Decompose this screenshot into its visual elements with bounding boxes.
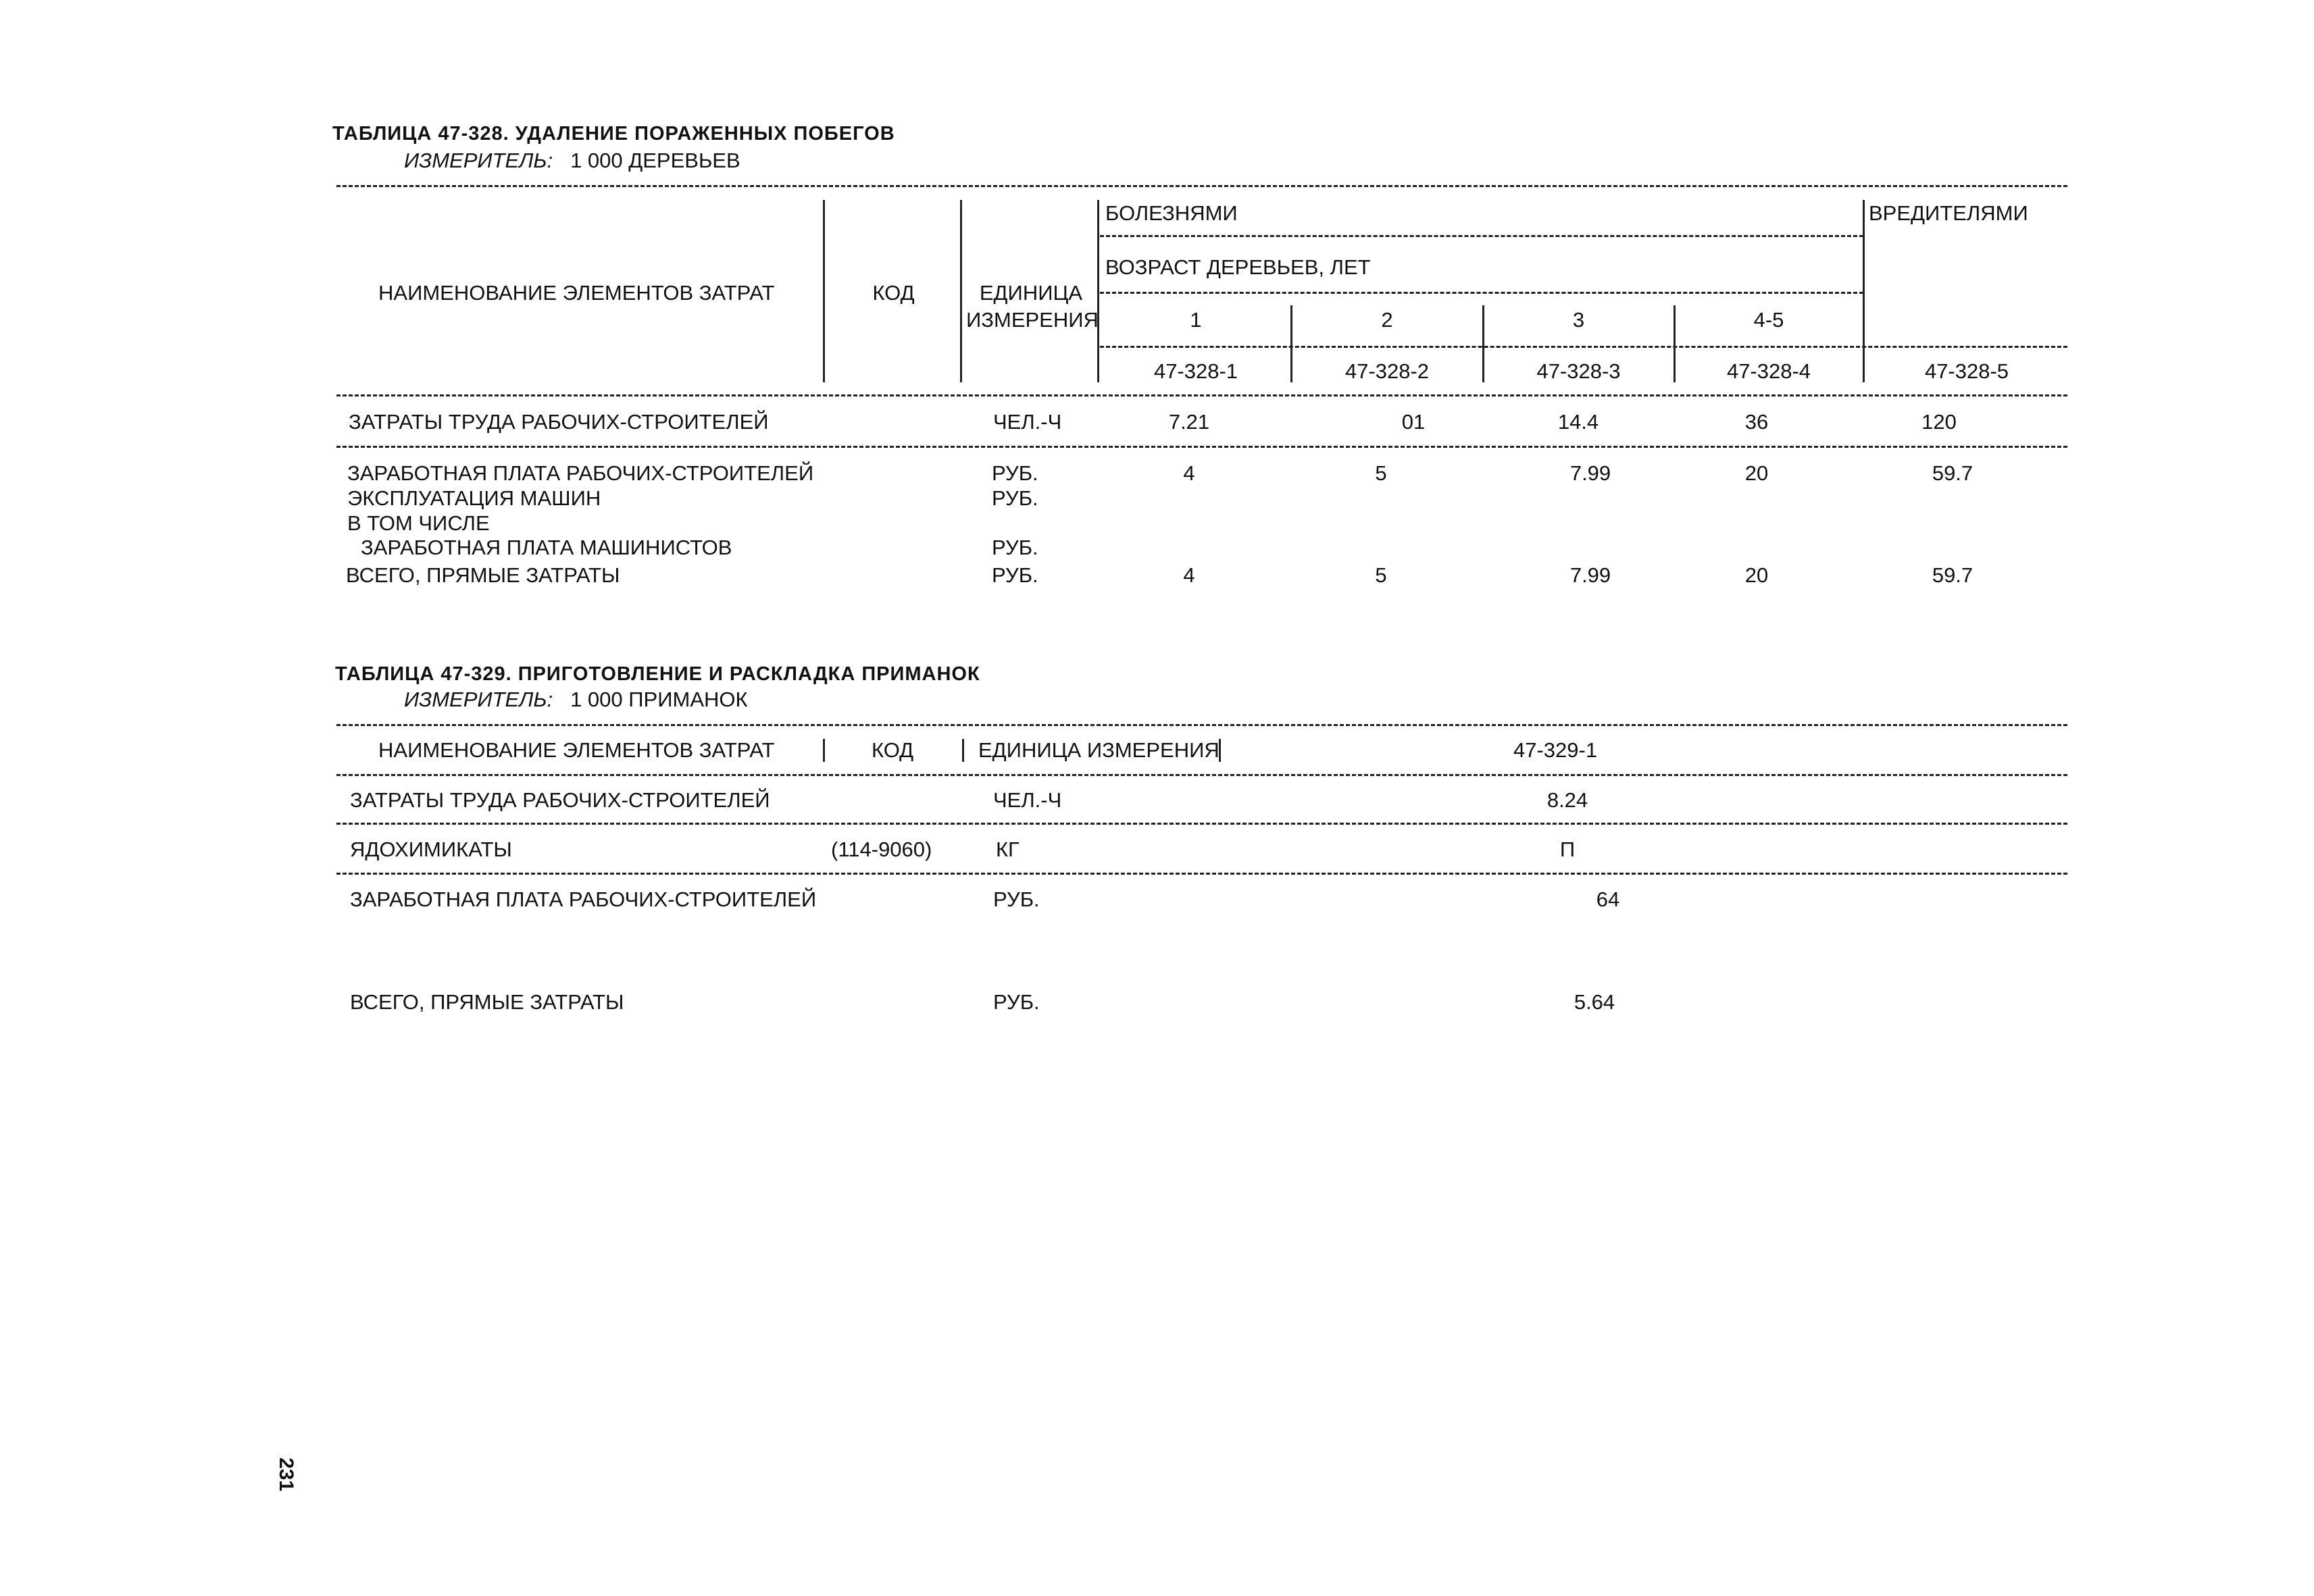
header-name: НАИМЕНОВАНИЕ ЭЛЕМЕНТОВ ЗАТРАТ [378,281,775,305]
row-name: ЗАРАБОТНАЯ ПЛАТА РАБОЧИХ-СТРОИТЕЛЕЙ [350,887,817,911]
row-value: 01 [1401,410,1426,434]
row-value: 7.99 [1569,461,1611,485]
header-age-4: 4-5 [1753,308,1784,332]
header-age-2: 2 [1381,308,1393,332]
table-top-rule [336,724,2067,726]
row-value: 120 [1921,410,1957,434]
row-value: П [1559,838,1576,861]
header-divider [1863,200,1865,382]
row-unit: РУБ. [993,990,1040,1014]
header-rule [1100,235,1863,237]
header-age: ВОЗРАСТ ДЕРЕВЬЕВ, ЛЕТ [1105,255,1371,279]
row-name: ЗАТРАТЫ ТРУДА РАБОЧИХ-СТРОИТЕЛЕЙ [349,410,769,434]
measure-label: ИЗМЕРИТЕЛЬ: [404,688,553,711]
row-value: 20 [1744,563,1769,587]
header-code-3: 47-328-3 [1536,359,1621,383]
row-value: 59.7 [1932,461,1973,485]
table-328-measure [404,149,740,173]
header-divider [1219,739,1221,762]
row-name: ЗАРАБОТНАЯ ПЛАТА МАШИНИСТОВ [361,536,732,559]
header-divider [1097,200,1099,382]
row-value: 14.4 [1557,410,1599,434]
row-unit: РУБ. [992,536,1038,559]
table-top-rule [336,185,2067,187]
header-divider [1674,305,1676,382]
header-divider [823,200,825,382]
row-unit: РУБ. [993,887,1040,911]
header-unit-line2: ИЗМЕРЕНИЯ [966,308,1099,332]
row-unit: РУБ. [992,486,1038,510]
table-328-title: ТАБЛИЦА 47-328. УДАЛЕНИЕ ПОРАЖЕННЫХ ПОБЕГОВ [332,123,895,145]
measure-label: ИЗМЕРИТЕЛЬ: [404,149,553,172]
header-age-3: 3 [1572,308,1585,332]
row-rule [336,823,2067,825]
row-name: ЗАТРАТЫ ТРУДА РАБОЧИХ-СТРОИТЕЛЕЙ [350,788,770,812]
row-name: ВСЕГО, ПРЯМЫЕ ЗАТРАТЫ [350,990,624,1014]
header-code-1: 47-328-1 [1153,359,1238,383]
header-divider [962,739,964,762]
row-value: 5.64 [1574,990,1615,1014]
header-age-1: 1 [1190,308,1202,332]
header-bottom-rule [336,394,2067,396]
row-name: ВСЕГО, ПРЯМЫЕ ЗАТРАТЫ [346,563,620,587]
header-divider [1290,305,1292,382]
header-unit-line1: ЕДИНИЦА [979,281,1083,305]
header-divider [960,200,962,382]
header-rule [1100,346,2067,348]
measure-value: 1 000 ДЕРЕВЬЕВ [570,149,740,172]
row-name: ЭКСПЛУАТАЦИЯ МАШИН [347,486,601,510]
row-rule [336,873,2067,875]
header-diseases: БОЛЕЗНЯМИ [1105,201,1238,225]
header-bottom-rule [336,774,2067,776]
header-name: НАИМЕНОВАНИЕ ЭЛЕМЕНТОВ ЗАТРАТ [378,738,775,762]
header-code-5: 47-328-5 [1924,359,2009,383]
row-unit: ЧЕЛ.-Ч [993,410,1062,434]
row-rule [336,446,2067,448]
table-329-measure [404,688,748,712]
row-unit: РУБ. [992,461,1038,485]
header-col: 47-329-1 [1513,738,1598,762]
row-value: 5 [1375,563,1387,587]
header-code: КОД [872,281,915,305]
measure-value: 1 000 ПРИМАНОК [570,688,748,711]
row-name: ЗАРАБОТНАЯ ПЛАТА РАБОЧИХ-СТРОИТЕЛЕЙ [347,461,814,485]
row-code: (114-9060) [831,838,932,861]
row-value: 7.99 [1569,563,1611,587]
row-value: 59.7 [1932,563,1973,587]
row-value: 36 [1744,410,1769,434]
row-value: 7.21 [1168,410,1210,434]
header-rule [1100,292,1863,294]
header-divider [823,739,825,762]
header-code: КОД [872,738,914,762]
page-number: 231 [275,1458,297,1492]
header-code-4: 47-328-4 [1726,359,1811,383]
header-divider [1482,305,1484,382]
row-value: 8.24 [1546,788,1588,812]
header-code-2: 47-328-2 [1344,359,1430,383]
row-value: 4 [1183,563,1195,587]
row-value: 64 [1596,887,1620,911]
row-value: 20 [1744,461,1769,485]
row-value: 5 [1375,461,1387,485]
row-unit: РУБ. [992,563,1038,587]
header-pests: ВРЕДИТЕЛЯМИ [1869,201,2028,225]
header-unit: ЕДИНИЦА ИЗМЕРЕНИЯ [978,738,1219,762]
row-name: ЯДОХИМИКАТЫ [350,838,512,861]
row-name: В ТОМ ЧИСЛЕ [347,511,490,535]
row-unit: КГ [996,838,1020,861]
row-unit: ЧЕЛ.-Ч [993,788,1062,812]
row-value: 4 [1183,461,1195,485]
table-329-title: ТАБЛИЦА 47-329. ПРИГОТОВЛЕНИЕ И РАСКЛАДКА ПРИМАНОК [335,663,980,685]
